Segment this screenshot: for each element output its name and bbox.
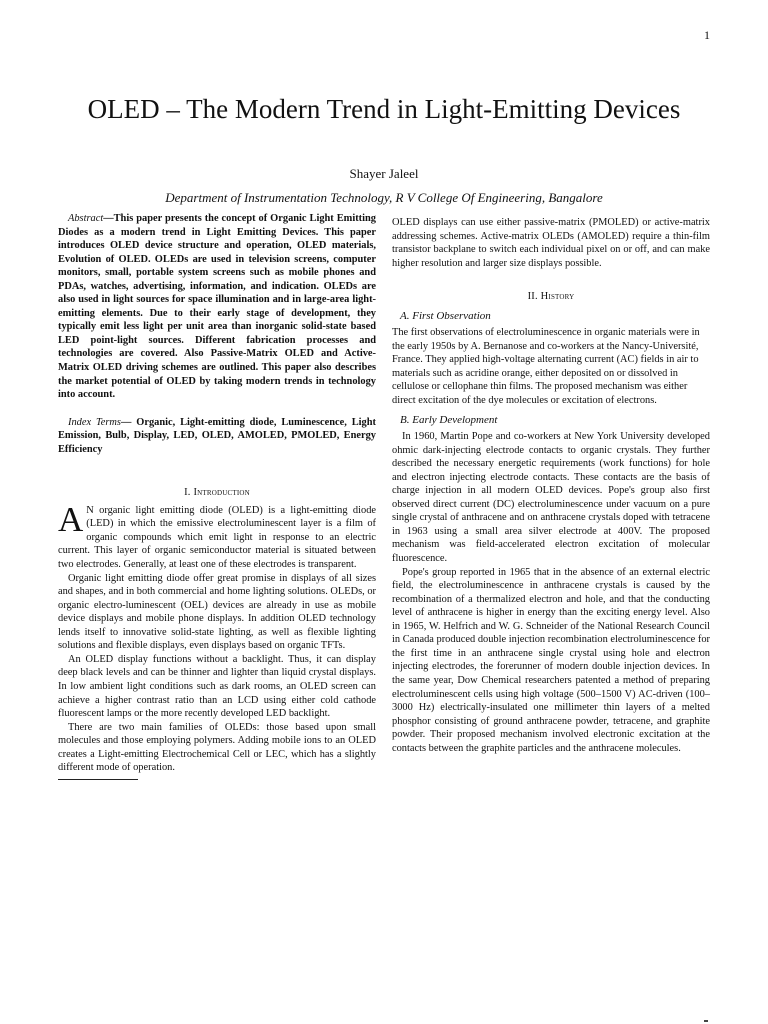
index-terms-text: — Organic, Light-emitting diode, Luminescence, Light Emission, Bulb, Display, LED, OLED, AMOLED, PMOLED, Energy Efficiency	[58, 416, 376, 455]
history-paragraph-b1: In 1960, Martin Pope and co-workers at New York University developed ohmic dark-injecting electrode contacts to organic crystals. They further described the necessary energetic requirements (work functions) for hole and electron injecting electrode contacts. These contacts are the basis of charge injection in all modern OLED devices. Pope's group also first observed direct current (DC) electroluminescence under vacuum on a pure single crystal of anthracene and on anthracene crystals doped with tetracene in 1963 using a small area silver electrode at 400V. The proposed mechanism was field-accelerated electron excitation of molecular fluorescence.	[392, 431, 710, 565]
paper-title: OLED – The Modern Trend in Light-Emitting Devices	[87, 94, 681, 125]
intro-paragraph-1: A N organic light emitting diode (OLED) is a light-emitting diode (LED) in which the emissive electroluminescent layer is a film of organic compounds which emit light in response to an electric current. This layer of organic semiconductor material is situated between two electrodes. Generally, at least one of these electrodes is transparent.	[58, 499, 376, 571]
section-heading-introduction: I. Introduction	[184, 487, 250, 499]
history-paragraph-b2: Pope's group reported in 1965 that in the absence of an external electric field, the electroluminescence in anthracene crystals is caused by the recombination of a thermalized electron and hole, and that the conducting level of anthracene is higher in energy than the exciting energy level. Also in 1965, W. Helfrich and W. G. Schneider of the National Research Council in Canada produced double injection recombination electroluminescence for the first time in an anthracene single crystal using hole and electron injecting electrodes, the forerunner of modern double injection devices. In the same year, Dow Chemical researchers patented a method of preparing electroluminescent cells using high voltage (500–1500 V) AC-driven (100–3000 Hz) electrically-insulated one millimeter thin layers of a melted phosphor consisting of ground anthracene powder, tetracene, and graphite powder. Their proposed mechanism involved electronic excitation at the contacts between the graphite particles and the anthracene molecules.	[392, 566, 710, 754]
left-column	[58, 212, 376, 780]
history-paragraph-a1: The first observations of electroluminescence in organic materials were in the early 1950s by A. Bernanose and co-workers at the Nancy-Université, France. They applied high-voltage alternating current (AC) fields in air to materials such as acridine orange, either deposited on or dissolved in cellulose or cellophane thin films. The proposed mechanism was either direct excitation of the dye molecules or excitation of electrons.	[392, 327, 700, 407]
drop-cap: A	[58, 499, 84, 539]
right-paragraph-1: OLED displays can use either passive-matrix (PMOLED) or active-matrix addressing schemes. Active-matrix OLEDs (AMOLED) require a thin-film transistor backplane to switch each individual pixel on or off, and can make higher resolution and larger size displays possible.	[392, 217, 710, 269]
section-heading-history: II. History	[527, 291, 575, 303]
subheading-first-observation: A. First Observation	[400, 309, 491, 322]
abstract-lead: Abstract	[68, 213, 104, 224]
footnote-rule	[58, 779, 138, 780]
index-terms	[58, 416, 376, 457]
subheading-early-development: B. Early Development	[400, 413, 498, 426]
author-name: Shayer Jaleel	[349, 166, 419, 181]
intro-paragraph-2: Organic light emitting diode offer great promise in displays of all sizes and shapes, and in both commercial and home lighting solutions. OLEDs, or organic electro-luminescent (OEL) devices are already in use as mobile device displays and mobile phone displays. In addition OLED technology lends itself to innovative solid-state lighting, as well as flexible lighting solutions and flexible displays, even displays based on organic TFTs.	[58, 572, 377, 652]
author-affiliation: Department of Instrumentation Technology, R V College Of Engineering, Bangalore	[165, 190, 603, 205]
corner-mark	[704, 1020, 708, 1022]
abstract-text: —This paper presents the concept of Organic Light Emitting Diodes as a modern trend in Light Emitting Devices. This paper introduces OLED device structure and operation, OLED materials, Evolution of OLED. OLEDs are used in television screens, computer monitors, small, portable system screens such as mobile phones and PDAs, watches, advertising, information, and indication. OLEDs are also used in light sources for space illumination and in large-area light-emitting elements. Due to their early stage of development, they typically emit less light per unit area than inorganic solid-state based LED point-light sources. Different fabrication processes and technologies are covered. Also Passive-Matrix OLED and Active-Matrix OLED driving schemes are outlined. This paper also describes the market potential of OLED by taking modern trends in technology into account.	[58, 213, 376, 401]
intro-paragraph-4: There are two main families of OLEDs: those based upon small molecules and those employing polymers. Adding mobile ions to an OLED creates a Light-emitting Electrochemical Cell or LEC, which has a slightly different mode of operation.	[58, 721, 376, 774]
page-number: 1	[704, 28, 710, 42]
right-column	[392, 216, 710, 755]
abstract	[58, 212, 376, 402]
index-terms-lead: Index Terms	[68, 416, 121, 428]
intro-paragraph-3: An OLED display functions without a backlight. Thus, it can display deep black levels and can be thinner and lighter than liquid crystal displays. In low ambient light conditions such as dark rooms, an OLED screen can achieve a higher contrast ratio than an LCD using either cold cathode fluorescent lamps or the more recently developed LED backlight.	[58, 653, 376, 720]
